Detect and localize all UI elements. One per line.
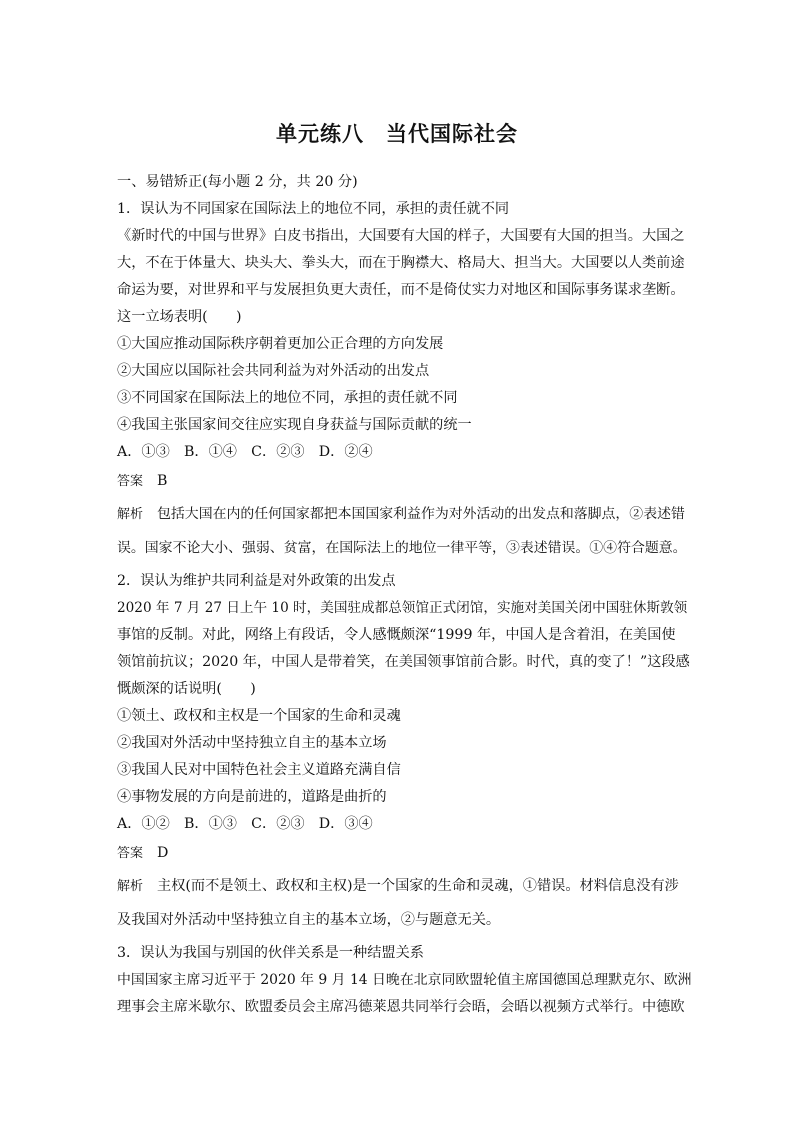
question-2-stem-line: 慨颇深的话说明( ) bbox=[117, 681, 256, 697]
question-2-option: ①领土、政权和主权是一个国家的生命和灵魂 bbox=[117, 708, 401, 724]
explanation-text: 包括大国在内的任何国家都把本国国家利益作为对外活动的出发点和落脚点，②表述错 bbox=[157, 506, 685, 522]
question-3-heading: 3．误认为我国与别国的伙伴关系是一种结盟关系 bbox=[117, 945, 424, 961]
question-2-option: ④事物发展的方向是前进的，道路是曲折的 bbox=[117, 789, 387, 805]
answer-label: 答案 bbox=[117, 474, 144, 489]
question-1-option: ②大国应以国际社会共同利益为对外活动的出发点 bbox=[117, 363, 430, 379]
explanation-label: 解析 bbox=[117, 507, 144, 522]
question-1-option: ④我国主张国家间交往应实现自身获益与国际贡献的统一 bbox=[117, 417, 472, 433]
question-1-explanation-line: 误。国家不论大小、强弱、贫富，在国际法上的地位一律平等，③表述错误。①④符合题意。 bbox=[117, 540, 687, 556]
question-2-explanation bbox=[117, 876, 679, 897]
answer-label: 答案 bbox=[117, 846, 144, 861]
question-2-option: ②我国对外活动中坚持独立自主的基本立场 bbox=[117, 735, 387, 751]
section-header: 一、易错矫正(每小题 2 分，共 20 分) bbox=[117, 174, 358, 190]
question-2-answer bbox=[117, 843, 168, 864]
question-1-heading: 1．误认为不同国家在国际法上的地位不同，承担的责任就不同 bbox=[117, 201, 510, 217]
question-1-explanation bbox=[117, 504, 685, 525]
question-3-stem-line: 理事会主席米歇尔、欧盟委员会主席冯德莱恩共同举行会晤，会晤以视频方式举行。中德欧 bbox=[117, 999, 685, 1015]
question-1-option: ③不同国家在国际法上的地位不同，承担的责任就不同 bbox=[117, 390, 458, 406]
question-1-answer bbox=[117, 471, 167, 492]
question-1-stem-line: 大，不在于体量大、块头大、拳头大，而在于胸襟大、格局大、担当大。大国要以人类前途 bbox=[117, 255, 685, 271]
answer-value: D bbox=[157, 845, 169, 861]
question-2-stem-line: 领馆前抗议；2020 年，中国人是带着笑，在美国领事馆前合影。时代，真的变了！”这段感 bbox=[117, 654, 690, 670]
question-1-choices: A．①③ B．①④ C．②③ D．②④ bbox=[117, 444, 373, 460]
question-2-option: ③我国人民对中国特色社会主义道路充满自信 bbox=[117, 762, 401, 778]
question-2-explanation-line: 及我国对外活动中坚持独立自主的基本立场，②与题意无关。 bbox=[117, 912, 501, 928]
page-title: 单元练八 当代国际社会 bbox=[276, 122, 518, 146]
question-2-choices: A．①② B．①③ C．②③ D．③④ bbox=[117, 816, 373, 832]
question-1-stem-line: 这一立场表明( ) bbox=[117, 309, 242, 325]
question-1-stem-line: 命运为要，对世界和平与发展担负更大责任，而不是倚仗实力对地区和国际事务谋求垄断。 bbox=[117, 282, 685, 298]
question-3-stem-line: 中国国家主席习近平于 2020 年 9 月 14 日晚在北京同欧盟轮值主席国德国总理默克尔、欧洲 bbox=[117, 972, 692, 988]
question-2-heading: 2．误认为维护共同利益是对外政策的出发点 bbox=[117, 573, 396, 589]
question-1-stem-line: 《新时代的中国与世界》白皮书指出，大国要有大国的样子，大国要有大国的担当。大国之 bbox=[117, 228, 685, 244]
question-2-stem-line: 事馆的反制。对此，网络上有段话，令人感慨颇深“1999 年，中国人是含着泪，在美国使 bbox=[117, 627, 676, 643]
answer-value: B bbox=[157, 473, 168, 489]
question-2-stem-line: 2020 年 7 月 27 日上午 10 时，美国驻成都总领馆正式闭馆，实施对美国关闭中国驻休斯敦领 bbox=[117, 600, 688, 616]
question-1-option: ①大国应推动国际秩序朝着更加公正合理的方向发展 bbox=[117, 336, 444, 352]
explanation-label: 解析 bbox=[117, 879, 144, 894]
explanation-text: 主权(而不是领土、政权和主权)是一个国家的生命和灵魂，①错误。材料信息没有涉 bbox=[157, 878, 679, 894]
